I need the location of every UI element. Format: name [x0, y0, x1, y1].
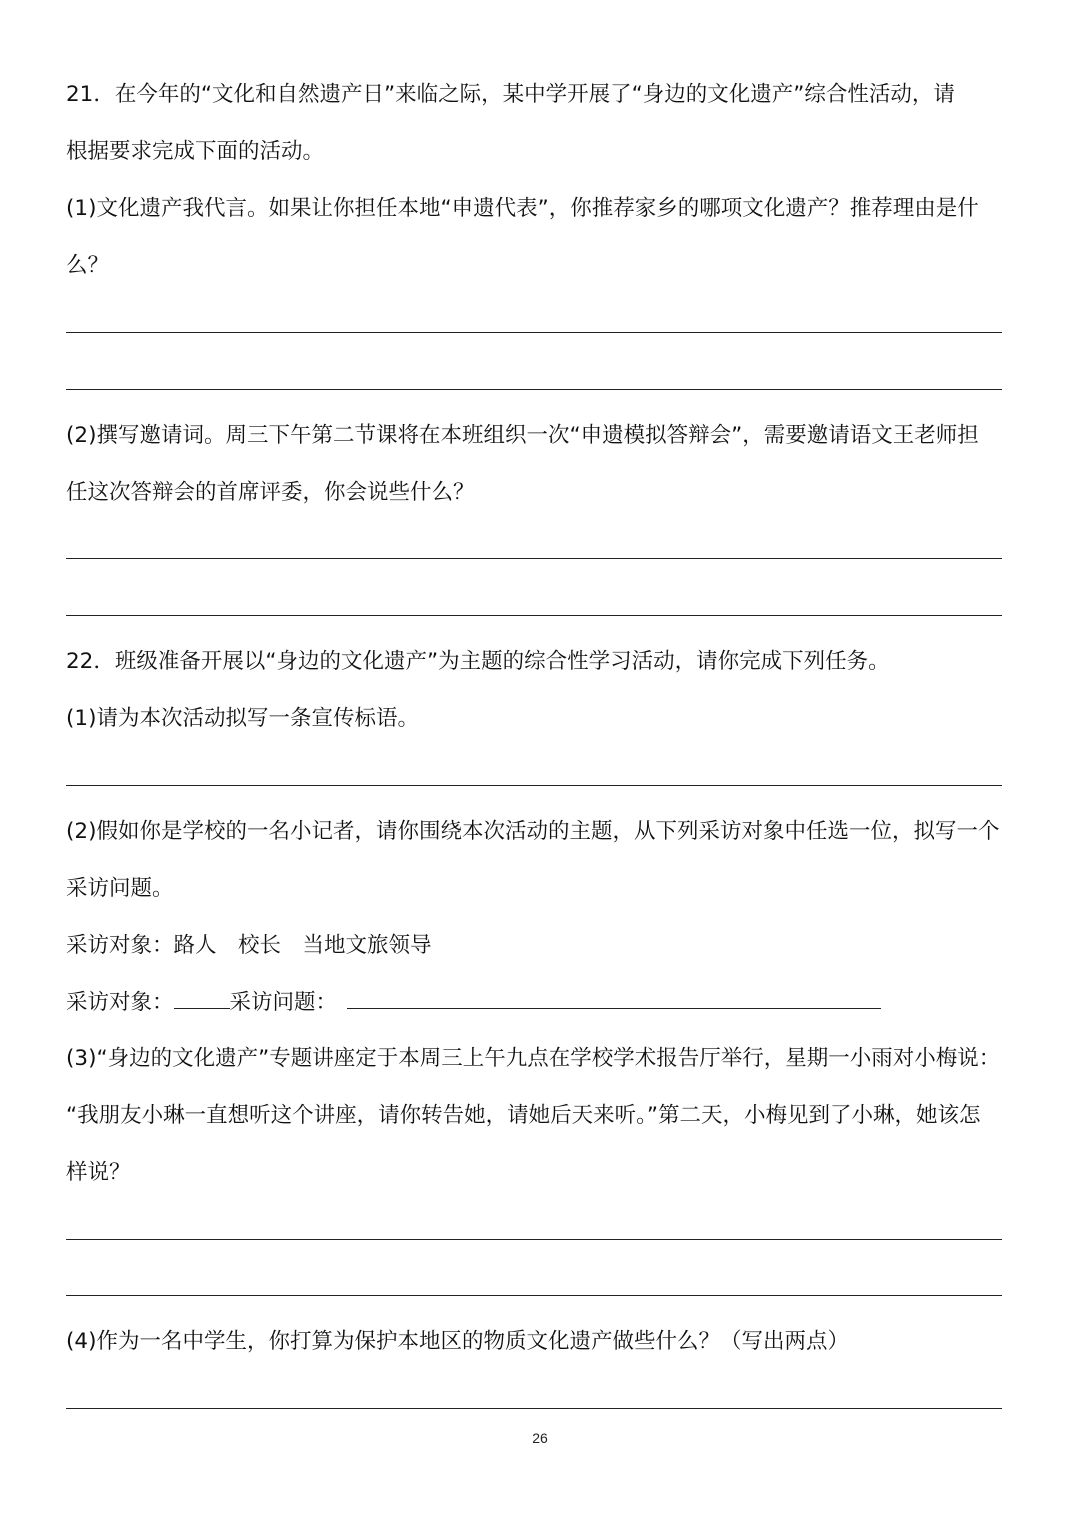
q22-part2-line1: (2)假如你是学校的一名小记者，请你围绕本次活动的主题，从下列采访对象中任选一位，拟写一个: [66, 819, 1000, 844]
q21-part2-answer-line-2[interactable]: [66, 615, 1002, 616]
q22-part3-answer-line-2[interactable]: [66, 1295, 1002, 1296]
page-number: 26: [532, 1430, 548, 1446]
q21-part2-answer-line-1[interactable]: [66, 558, 1002, 559]
q21-stem-line1: 21．在今年的“文化和自然遗产日”来临之际，某中学开展了“身边的文化遗产”综合性活动，请: [66, 82, 955, 107]
q22-part3-line1: (3)“身边的文化遗产”专题讲座定于本周三上午九点在学校学术报告厅举行，星期一小雨对小梅说：: [66, 1046, 1001, 1071]
q21-part1-line1: (1)文化遗产我代言。如果让你担任本地“申遗代表”，你推荐家乡的哪项文化遗产？推荐理由是什: [66, 196, 979, 221]
q22-part1-answer-line[interactable]: [66, 785, 1002, 786]
q22-part2-line2: 采访问题。: [66, 876, 174, 901]
question-blank[interactable]: [347, 988, 881, 1009]
q22-interviewee-options: 采访对象：路人 校长 当地文旅领导: [66, 933, 432, 958]
q21-part1-answer-line-2[interactable]: [66, 389, 1002, 390]
q21-part1-answer-line-1[interactable]: [66, 332, 1002, 333]
q21-part1-line2: 么？: [66, 253, 110, 278]
q21-stem-line2: 根据要求完成下面的活动。: [66, 139, 325, 164]
q22-part3-line3: 样说？: [66, 1160, 131, 1185]
q22-part3-answer-line-1[interactable]: [66, 1239, 1002, 1240]
q22-stem: 22．班级准备开展以“身边的文化遗产”为主题的综合性学习活动，请你完成下列任务。: [66, 649, 890, 674]
q21-part2-line1: (2)撰写邀请词。周三下午第二节课将在本班组织一次“申遗模拟答辩会”，需要邀请语文王老师担: [66, 423, 979, 448]
q22-interview-form: [66, 988, 881, 1018]
q21-part2-line2: 任这次答辩会的首席评委，你会说些什么？: [66, 480, 475, 505]
q22-part1: (1)请为本次活动拟写一条宣传标语。: [66, 706, 419, 731]
q22-part4: (4)作为一名中学生，你打算为保护本地区的物质文化遗产做些什么？（写出两点）: [66, 1329, 849, 1354]
q22-part3-line2: “我朋友小琳一直想听这个讲座，请你转告她，请她后天来听。”第二天，小梅见到了小琳，她该怎: [66, 1103, 981, 1128]
q22-part4-answer-line[interactable]: [66, 1408, 1002, 1409]
interviewee-blank[interactable]: [174, 988, 230, 1009]
question-label: 采访问题：: [229, 990, 338, 1015]
interviewee-label: 采访对象：: [66, 990, 174, 1015]
